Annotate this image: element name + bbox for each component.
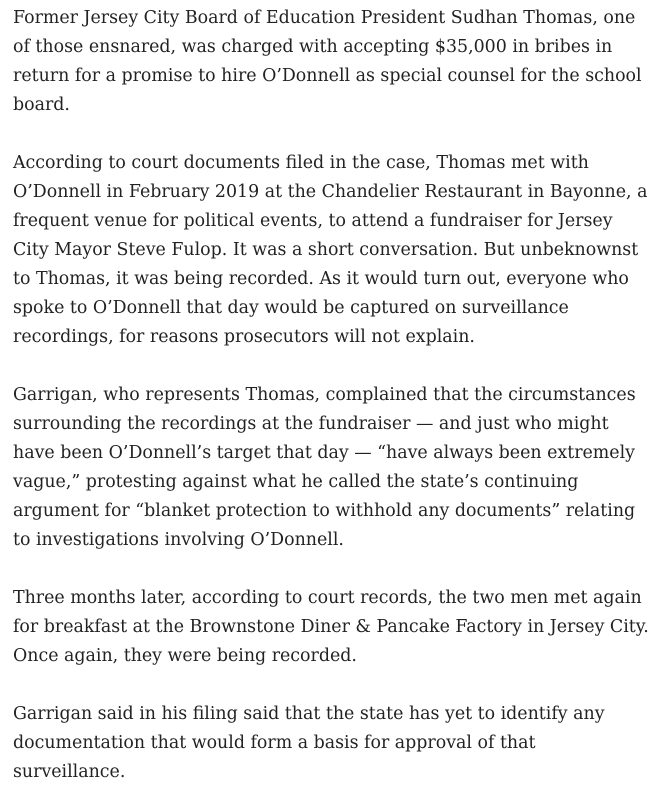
paragraph-4: Three months later, according to court records, the two men met again for breakfast at the Brownstone Diner & Pancake Factory in Jersey City. Once again, they were being recorded.	[13, 588, 649, 666]
paragraph-5: Garrigan said in his filing said that the state has yet to identify any documentation that would form a basis for approval of that surveillance.	[13, 704, 605, 782]
paragraph-1: Former Jersey City Board of Education President Sudhan Thomas, one of those ensnared, was charged with accepting $35,000 in bribes in return for a promise to hire O’Donnell as special counsel for the school board.	[13, 8, 642, 115]
article-body	[13, 4, 653, 787]
paragraph-2: According to court documents filed in the case, Thomas met with O’Donnell in February 2019 at the Chandelier Restaurant in Bayonne, a frequent venue for political events, to attend a fundraiser for Jersey City Mayor Steve Fulop. It was a short conversation. But unbeknownst to Thomas, it was being recorded. As it would turn out, everyone who spoke to O’Donnell that day would be captured on surveillance recordings, for reasons prosecutors will not explain.	[13, 153, 648, 347]
paragraph-3: Garrigan, who represents Thomas, complained that the circumstances surrounding the recordings at the fundraiser — and just who might have been O’Donnell’s target that day — “have always been extremely vague,” protesting against what he called the state’s continuing argument for “blanket protection to withhold any documents” relating to investigations involving O’Donnell.	[13, 385, 636, 550]
